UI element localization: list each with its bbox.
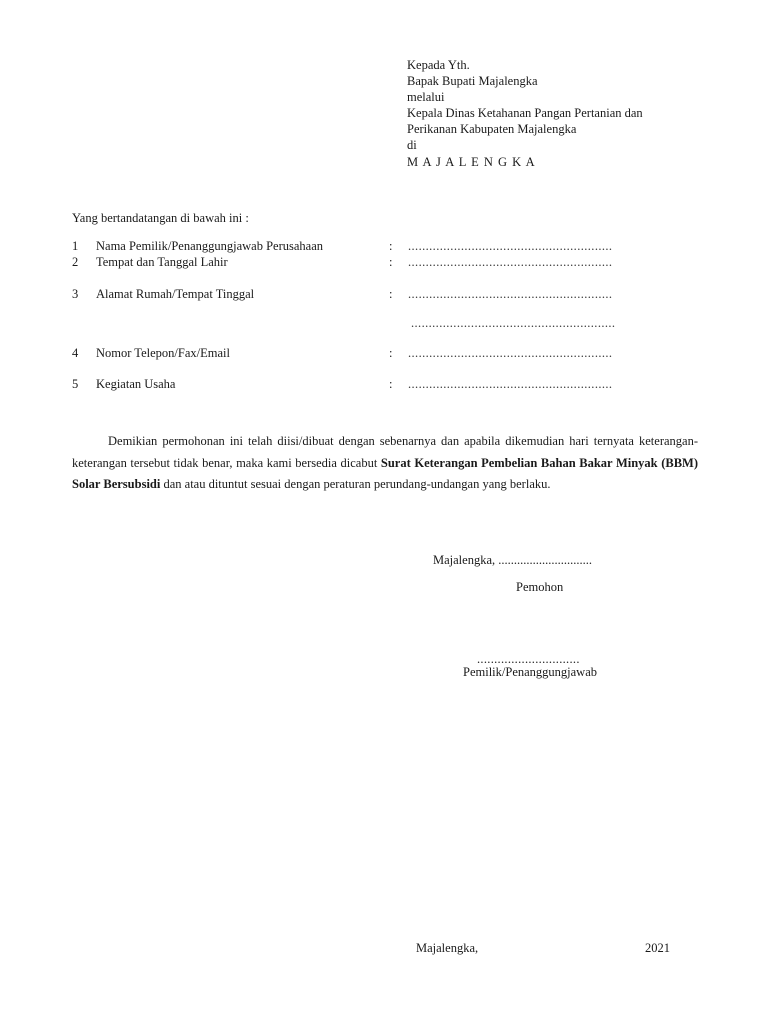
address-line-recipient: Kepada Yth. <box>407 58 470 72</box>
field-label-owner-name: Nama Pemilik/Penanggungjawab Perusahaan <box>96 239 324 253</box>
footer-year: 2021 <box>645 941 670 955</box>
address-line-agency: Kepala Dinas Ketahanan Pangan Pertanian dan <box>407 106 643 120</box>
field-blank-address-line2: .......................................................... <box>411 316 616 330</box>
field-blank-birth: .......................................................... <box>408 255 613 269</box>
intro-text: Yang bertandatangan di bawah ini : <box>72 211 249 225</box>
statement-text-end: dan atau dituntut sesuai dengan peraturan perundang-undangan yang berlaku. <box>160 477 551 491</box>
statement-text: Demikian permohonan ini telah diisi/dibuat dengan sebenarnya dan apabila dikemudian hari ternyata keterangan-keterangan tersebut tidak benar, maka kami bersedia dicabut <box>72 434 698 470</box>
field-number: 3 <box>72 287 79 301</box>
field-blank-owner-name: .......................................................... <box>408 239 613 253</box>
field-blank-contact: .......................................................... <box>408 346 613 360</box>
signature-applicant-label: Pemohon <box>516 580 564 594</box>
field-colon: : <box>389 255 393 269</box>
field-colon: : <box>389 346 393 360</box>
statement-paragraph <box>72 431 698 496</box>
address-line-city: M A J A L E N G K A <box>407 155 536 169</box>
field-label-contact: Nomor Telepon/Fax/Email <box>96 346 230 360</box>
field-label-address: Alamat Rumah/Tempat Tinggal <box>96 287 255 301</box>
footer-place: Majalengka, <box>416 941 479 955</box>
field-number: 5 <box>72 377 79 391</box>
field-label-birth: Tempat dan Tanggal Lahir <box>96 255 228 269</box>
address-line-via: melalui <box>407 90 445 104</box>
field-number: 2 <box>72 255 79 269</box>
field-colon: : <box>389 287 393 301</box>
statement-bold-title: Surat Keterangan Pembelian Bahan Bakar Minyak (BBM) Solar Bersubsidi <box>72 455 698 491</box>
field-colon: : <box>389 377 393 391</box>
signature-place-date: Majalengka, .............................. <box>433 553 593 567</box>
address-line-regent: Bapak Bupati Majalengka <box>407 74 538 88</box>
signature-line: .............................. <box>477 652 580 666</box>
field-number: 4 <box>72 346 79 360</box>
field-label-business: Kegiatan Usaha <box>96 377 176 391</box>
address-line-at: di <box>407 138 417 152</box>
field-blank-business: .......................................................... <box>408 377 613 391</box>
field-colon: : <box>389 239 393 253</box>
address-line-agency-cont: Perikanan Kabupaten Majalengka <box>407 122 577 136</box>
signature-role: Pemilik/Penanggungjawab <box>463 665 598 679</box>
field-number: 1 <box>72 239 79 253</box>
field-blank-address: .......................................................... <box>408 287 613 301</box>
